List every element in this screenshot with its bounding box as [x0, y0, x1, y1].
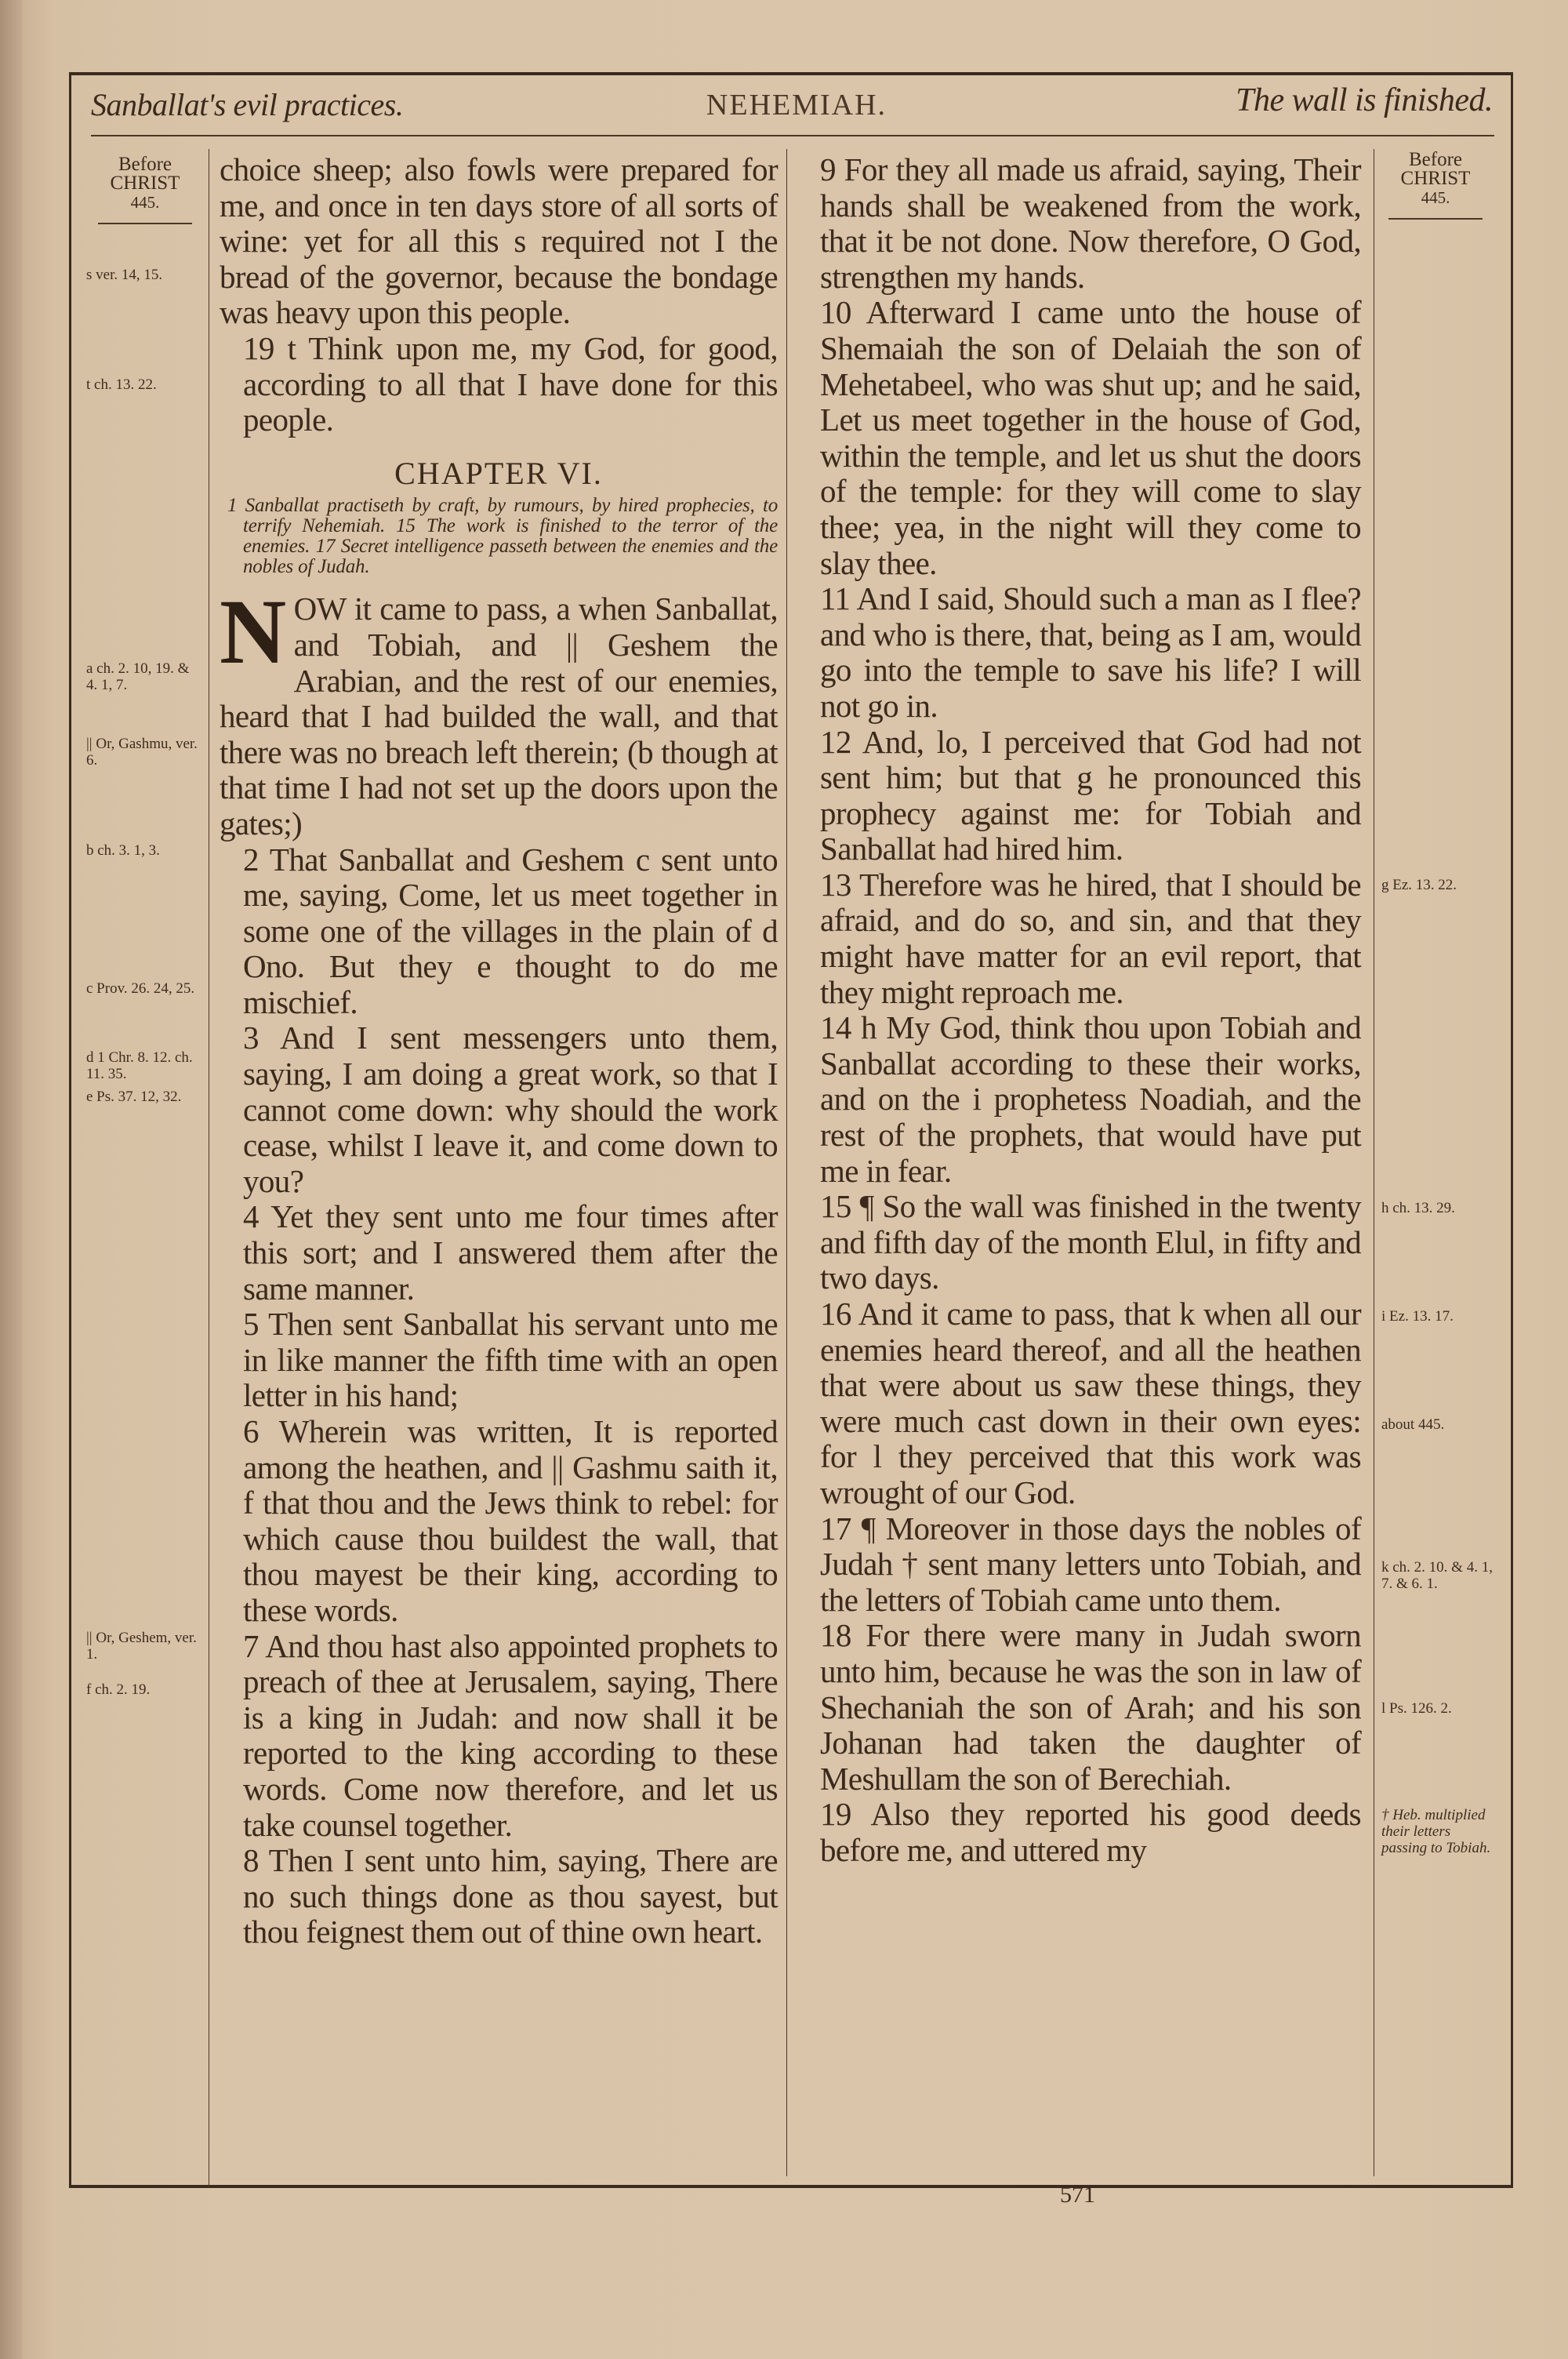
verse-6-11: 11 And I said, Should such a man as I flee? and who is there, that, being as I am, would go into the temple to save his life? I will not go in. — [820, 580, 1361, 724]
verse-6-6: 6 Wherein was written, It is reported among the heathen, and || Gashmu saith it, f that thou and the Jews think to rebel: for which cause thou buildest the wall, that thou mayest be their king, according to these words. — [243, 1413, 778, 1628]
verse-6-1 — [220, 580, 778, 841]
right-date-note — [1383, 151, 1488, 220]
header-rule — [91, 135, 1494, 136]
chapter-heading: CHAPTER VI. — [394, 455, 603, 491]
left-date-note — [93, 155, 198, 224]
margin-note-c: c Prov. 26. 24, 25. — [86, 980, 195, 997]
verse-6-14: 14 h My God, think thou upon Tobiah and Sanballat according to these their works, and on the i prophetess Noadiah, and the rest of the prophets, that would have put me in fear. — [820, 1009, 1361, 1189]
verse-6-3: 3 And I sent messengers unto them, saying, I am doing a great work, so that I cannot come down: why should the work cease, whilst I leave it, and come down to you? — [243, 1020, 778, 1199]
margin-note-t: t ch. 13. 22. — [86, 376, 157, 393]
verse-continuation: choice sheep; also fowls were prepared for me, and once in ten days store of all sorts of wine: yet for all this s required not I the bread of the governor, because the bondage was heavy upon this people. — [220, 151, 778, 331]
margin-note-d: d 1 Chr. 8. 12. ch. 11. 35. — [86, 1049, 193, 1082]
margin-note-or-geshem: || Or, Geshem, ver. 1. — [86, 1630, 197, 1663]
chapter-summary: 1 Sanballat practiseth by craft, by rumours, by hired prophecies, to terrify Nehemiah. 15 The work is finished to the terror of the enemies. 17 Secret intelligence passeth between the enemies and the nobles of Judah. — [227, 495, 778, 578]
margin-note-k: k ch. 2. 10. & 4. 1, 7. & 6. 1. — [1381, 1559, 1493, 1592]
margin-note-or-gashmu: || Or, Gashmu, ver. 6. — [86, 736, 198, 769]
page-number: 571 — [1060, 2182, 1095, 2208]
verse-6-1-text: OW it came to pass, a when Sanballat, and Tobiah, and || Geshem the Arabian, and the rest of our enemies, heard that I had builded the wall, and that there was no breach left therein; (b though at that time I had not set up the doors upon the gates;) — [220, 591, 778, 841]
before-label: Before — [118, 154, 172, 175]
margin-note-s: s ver. 14, 15. — [86, 267, 163, 283]
date-rule — [98, 223, 192, 224]
verse-6-16: 16 And it came to pass, that k when all our enemies heard thereof, and all the heathen that were about us saw these things, they were much cast down in their own eyes: for l they perceived that this work was wrought of our God. — [820, 1296, 1361, 1510]
header-left-topic: Sanballat's evil practices. — [91, 87, 404, 122]
year-label: 445. — [130, 193, 160, 212]
verse-6-10: 10 Afterward I came unto the house of Shemaiah the son of Delaiah the son of Mehetabeel, who was shut up; and he said, Let us meet together in the house of God, within the temple, and let us shut the doors of the temple: for they will come to slay thee; yea, in the night will they come to slay thee. — [820, 294, 1361, 581]
before-label: Before — [1408, 149, 1463, 170]
margin-note-f: f ch. 2. 19. — [86, 1681, 151, 1698]
book-spine-shadow — [0, 0, 22, 2359]
header-right-topic: The wall is finished. — [1236, 82, 1493, 118]
header-book-title: NEHEMIAH. — [706, 89, 887, 122]
verse-6-15: 15 ¶ So the wall was finished in the twenty and fifth day of the month Elul, in fifty and two days. — [820, 1188, 1361, 1296]
verse-5-19: 19 t Think upon me, my God, for good, according to all that I have done for this people. — [243, 329, 778, 438]
margin-note-g: g Ez. 13. 22. — [1381, 877, 1457, 893]
left-text-column — [220, 152, 778, 1950]
verse-6-8: 8 Then I sent unto him, saying, There are no such things done as thou sayest, but thou feignest them out of thine own heart. — [243, 1842, 778, 1950]
verse-6-17: 17 ¶ Moreover in those days the nobles of Judah † sent many letters unto Tobiah, and the letters of Tobiah came unto them. — [820, 1510, 1361, 1618]
verse-6-13: 13 Therefore was he hired, that I should be afraid, and do so, and sin, and that they might have matter for an evil report, that they might reproach me. — [820, 866, 1361, 1010]
center-column-rule — [786, 149, 787, 2176]
verse-6-5: 5 Then sent Sanballat his servant unto me in like manner the fifth time with an open letter in his hand; — [243, 1306, 778, 1414]
right-text-column — [797, 152, 1361, 1869]
verse-6-19: 19 Also they reported his good deeds before me, and uttered my — [820, 1796, 1361, 1868]
margin-note-heb: † Heb. multiplied their letters passing to Tobiah. — [1381, 1807, 1491, 1856]
verse-6-12: 12 And, lo, I perceived that God had not sent him; but that g he pronounced this prophecy against me: for Tobiah and Sanballat had hired him. — [820, 723, 1361, 867]
margin-note-date-445: about 445. — [1381, 1416, 1445, 1433]
verse-6-9: 9 For they all made us afraid, saying, Their hands shall be weakened from the work, that it be not done. Now therefore, O God, strengthen my hands. — [820, 151, 1361, 295]
verse-6-18: 18 For there were many in Judah sworn unto him, because he was the son in law of Shechaniah the son of Arah; and his son Johanan had taken the daughter of Meshullam the son of Berechiah. — [820, 1617, 1361, 1797]
margin-note-h: h ch. 13. 29. — [1381, 1200, 1455, 1216]
christ-label: CHRIST — [110, 173, 180, 194]
drop-cap-N: N — [220, 580, 286, 684]
christ-label: CHRIST — [1400, 168, 1471, 189]
date-rule — [1388, 218, 1483, 220]
margin-note-i: i Ez. 13. 17. — [1381, 1308, 1454, 1325]
verse-6-2: 2 That Sanballat and Geshem c sent unto me, saying, Come, let us meet together in some one of the villages in the plain of d Ono. But they e thought to do me mischief. — [243, 841, 778, 1020]
margin-note-e: e Ps. 37. 12, 32. — [86, 1089, 182, 1105]
year-label: 445. — [1421, 188, 1450, 207]
verse-6-4: 4 Yet they sent unto me four times after this sort; and I answered them after the same manner. — [243, 1198, 778, 1307]
running-header — [91, 82, 1502, 129]
verse-6-7: 7 And thou hast also appointed prophets to preach of thee at Jerusalem, saying, There is a king in Judah: and now shall it be reported to the king according to these words. Come now therefore, and let us take counsel together. — [243, 1627, 778, 1843]
margin-note-b: b ch. 3. 1, 3. — [86, 842, 160, 859]
margin-note-l: l Ps. 126. 2. — [1381, 1700, 1452, 1717]
margin-note-a: a ch. 2. 10, 19. & 4. 1, 7. — [86, 660, 190, 693]
